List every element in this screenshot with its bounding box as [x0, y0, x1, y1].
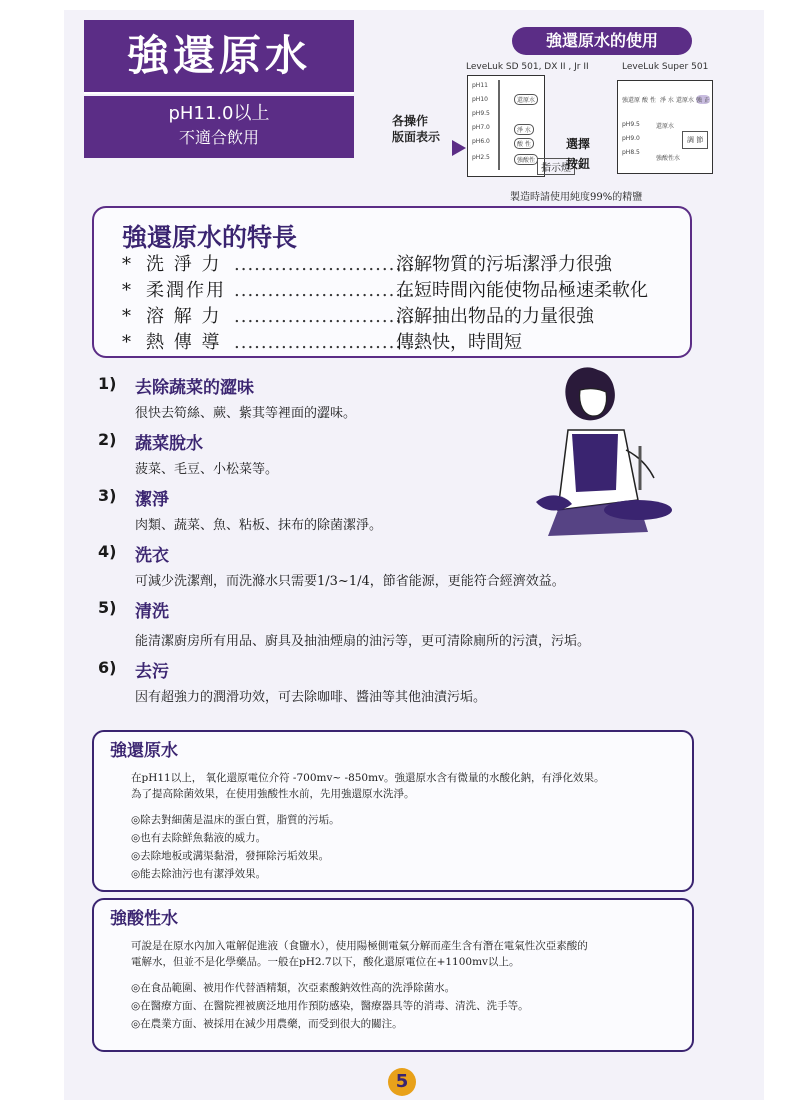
- page-number: 5: [388, 1068, 416, 1096]
- choose-line1: 選擇: [566, 137, 591, 151]
- select-button-label: [566, 134, 590, 174]
- item-description: 能清潔廚房所有用品、廚具及抽油煙扇的油污等，更可清除廁所的污漬，污垢。: [135, 634, 591, 649]
- item-number: 3): [98, 486, 117, 505]
- item-heading: 蔬菜脫水: [135, 434, 203, 454]
- item-number: 4): [98, 542, 117, 561]
- item-description: 菠菜、毛豆、小松菜等。: [135, 462, 279, 477]
- choose-line2: 按鈕: [566, 157, 591, 171]
- panel-row: pH8.5: [622, 149, 640, 156]
- feature-row: [122, 302, 594, 328]
- item-heading: 去除蔬菜的澀味: [135, 378, 254, 398]
- panel-row: pH2.5: [472, 154, 490, 161]
- panel-label: 強酸性水: [656, 155, 681, 162]
- feature-row: [122, 328, 522, 354]
- bullet: *: [122, 254, 131, 275]
- box-line: ◎在農業方面、被採用在減少用農藥，而受到很大的關注。: [131, 1018, 403, 1030]
- panel-row: pH7.0: [472, 124, 490, 131]
- item-description: 可減少洗潔劑，而洗滌水只需要1/3~1/4，節省能源，更能符合經濟效益。: [135, 574, 565, 589]
- item-description: 肉類、蔬菜、魚、粘板、抹布的除菌潔淨。: [135, 518, 383, 533]
- bullet: *: [122, 280, 131, 301]
- control-panel-right: [617, 80, 713, 174]
- panel-row: pH9.5: [622, 121, 640, 128]
- feature-row: [122, 276, 648, 302]
- item-heading: 去污: [135, 662, 169, 682]
- panel-row: pH10: [472, 96, 488, 103]
- box-line: ◎在醫療方面、在醫院裡被廣泛地用作預防感染，醫療器具等的消毒、清洗、洗手等。: [131, 1000, 529, 1012]
- control-panel-left: [467, 75, 545, 177]
- panel-row: pH11: [472, 82, 488, 89]
- ph-level: pH11.0以上: [168, 103, 270, 124]
- feature-name: 洗 淨 力: [146, 254, 222, 275]
- arrow-right-icon: [452, 140, 466, 156]
- panel-row: pH9.0: [622, 135, 640, 142]
- salt-note: 製造時請使用純度99%的精鹽: [510, 192, 643, 203]
- panel-tab: 還原水: [676, 97, 695, 104]
- panel-row: pH6.0: [472, 138, 490, 145]
- not-drinkable-note: 不適合飲用: [178, 128, 259, 147]
- box-line: 為了提高除菌效果，在使用強酸性水前，先用強還原水洗淨。: [131, 788, 415, 800]
- panel-button: 淨 水: [514, 124, 534, 135]
- feature-name: 熱 傳 導: [146, 332, 222, 353]
- box-line: ◎在食品範圍、被用作代替酒精類，次亞素酸鈉效性高的洗淨除菌水。: [131, 982, 456, 994]
- panel-button: 酸 性: [514, 138, 534, 149]
- feature-name: 溶 解 力: [146, 306, 222, 327]
- panel-tab: 淨 水: [660, 97, 674, 104]
- ph-note: [84, 96, 354, 158]
- usage-title: 強還原水的使用: [512, 27, 692, 55]
- item-heading: 清洗: [135, 602, 169, 622]
- box-title: 強酸性水: [110, 909, 178, 929]
- box-line: 在pH11以上， 氧化還原電位介符 -700mv~ -850mv。強還原水含有微量的水酸化鈉，有淨化效果。: [131, 772, 605, 784]
- item-heading: 潔淨: [135, 490, 169, 510]
- panel-divider: [498, 80, 500, 170]
- panel-tab: 酸 性: [642, 97, 656, 104]
- feature-row: [122, 250, 612, 276]
- panel-button: 還原水: [514, 94, 538, 105]
- panel-tab: 強 正: [696, 97, 710, 104]
- item-number: 6): [98, 658, 117, 677]
- adjust-button: 調 節: [682, 131, 708, 149]
- panel-row: pH9.5: [472, 110, 490, 117]
- features-title: 強還原水的特長: [122, 223, 298, 252]
- panel-label-line2: 版面表示: [392, 130, 441, 144]
- box-line: ◎除去對細菌是温床的蛋白質，脂質的污垢。: [131, 814, 340, 826]
- item-description: 很快去筍絲、蕨、紫萁等裡面的澀味。: [135, 406, 357, 421]
- leader-dots: ............................: [234, 280, 423, 301]
- box-line: 可說是在原水內加入電解促進液（食鹽水），使用陽極側電氣分解而產生含有潛在電氣性次亞素酸的: [131, 940, 588, 952]
- woman-washing-illustration: [528, 360, 688, 540]
- panel-button: 強酸性: [514, 154, 538, 165]
- feature-name: 柔潤作用: [146, 280, 226, 301]
- feature-desc: 傳熱快，時間短: [396, 332, 522, 353]
- box-line: 電解水，但並不是化學藥品。一般在pH2.7以下，酸化還原電位在+1100mv以上。: [131, 956, 520, 968]
- leader-dots: ............................: [234, 254, 423, 275]
- bullet: *: [122, 306, 131, 327]
- model-label-left: LeveLuk SD 501, DX II , Jr II: [466, 62, 589, 72]
- panel-label: [392, 113, 440, 145]
- indicator-label: 指示燈: [537, 158, 575, 175]
- leader-dots: ............................: [234, 332, 423, 353]
- page-title: 強還原水: [84, 20, 354, 94]
- item-heading: 洗衣: [135, 546, 169, 566]
- bullet: *: [122, 332, 131, 353]
- leader-dots: ............................: [234, 306, 423, 327]
- item-number: 1): [98, 374, 117, 393]
- feature-desc: 溶解抽出物品的力量很強: [396, 306, 594, 327]
- box-title: 強還原水: [110, 741, 178, 761]
- panel-label: 還原水: [656, 123, 675, 130]
- box-line: ◎能去除油污也有潔淨效果。: [131, 868, 267, 880]
- panel-tab: 強還原: [622, 97, 641, 104]
- box-line: ◎也有去除鮮魚黏液的威力。: [131, 832, 267, 844]
- model-label-right: LeveLuk Super 501: [622, 62, 709, 72]
- feature-desc: 溶解物質的污垢潔淨力很強: [396, 254, 612, 275]
- item-number: 5): [98, 598, 117, 617]
- feature-desc: 在短時間內能使物品極速柔軟化: [396, 280, 648, 301]
- panel-label-line1: 各操作: [392, 114, 429, 128]
- item-number: 2): [98, 430, 117, 449]
- box-line: ◎去除地板或溝渠黏滑，發揮除污垢效果。: [131, 850, 330, 862]
- item-description: 因有超強力的潤滑功效，可去除咖啡、醬油等其他油漬污垢。: [135, 690, 487, 705]
